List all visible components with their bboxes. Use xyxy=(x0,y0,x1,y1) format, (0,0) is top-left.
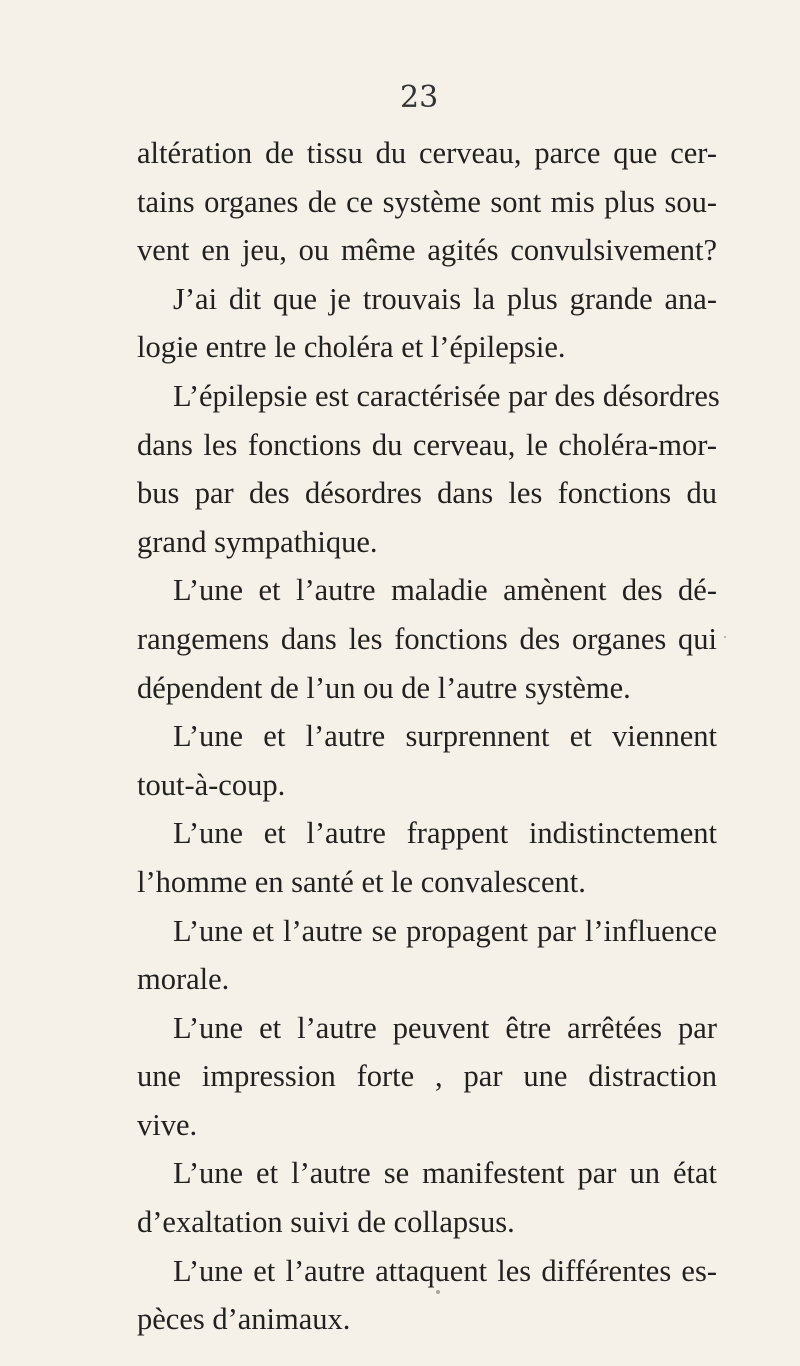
text-line: vive. xyxy=(137,1107,198,1142)
body-text xyxy=(137,129,720,1344)
text-line: tains organes de ce système sont mis plus sou- xyxy=(137,184,717,219)
text-line: L’une et l’autre frappent indistinctement xyxy=(173,816,717,851)
text-line: L’une et l’autre peuvent être arrêtées par xyxy=(173,1010,717,1045)
page-number: 23 xyxy=(400,80,439,115)
text-line: vent en jeu, ou même agités convulsivement? xyxy=(137,233,717,268)
text-line: l’homme en santé et le convalescent. xyxy=(137,864,586,899)
paper-speck xyxy=(724,636,726,638)
text-line: L’une et l’autre attaquent les différentes es- xyxy=(173,1253,717,1288)
text-line: dans les fonctions du cerveau, le choléra-mor- xyxy=(137,427,717,462)
text-line: une impression forte , par une distraction xyxy=(137,1059,717,1094)
text-line: rangemens dans les fonctions des organes qui xyxy=(137,621,717,656)
text-line: L’une et l’autre maladie amènent des dé- xyxy=(173,573,717,608)
text-line: L’une et l’autre se manifestent par un état xyxy=(173,1156,717,1191)
text-line: bus par des désordres dans les fonctions du xyxy=(137,476,717,511)
text-line: grand sympathique. xyxy=(137,524,378,559)
text-line: J’ai dit que je trouvais la plus grande ana- xyxy=(173,281,717,316)
paper-speck xyxy=(436,1290,440,1294)
text-line: L’épilepsie est caractérisée par des désordres xyxy=(173,378,720,413)
text-line: L’une et l’autre surprennent et viennent xyxy=(173,719,717,754)
text-line: d’exaltation suivi de collapsus. xyxy=(137,1205,515,1240)
text-line: L’une et l’autre se propagent par l’influence xyxy=(173,913,717,948)
text-line: tout-à-coup. xyxy=(137,767,286,802)
text-line: altération de tissu du cerveau, parce que cer- xyxy=(137,136,717,170)
text-line: logie entre le choléra et l’épilepsie. xyxy=(137,330,566,365)
text-line: morale. xyxy=(137,962,230,997)
text-line: pèces d’animaux. xyxy=(137,1302,351,1337)
text-line: dépendent de l’un ou de l’autre système. xyxy=(137,670,631,705)
